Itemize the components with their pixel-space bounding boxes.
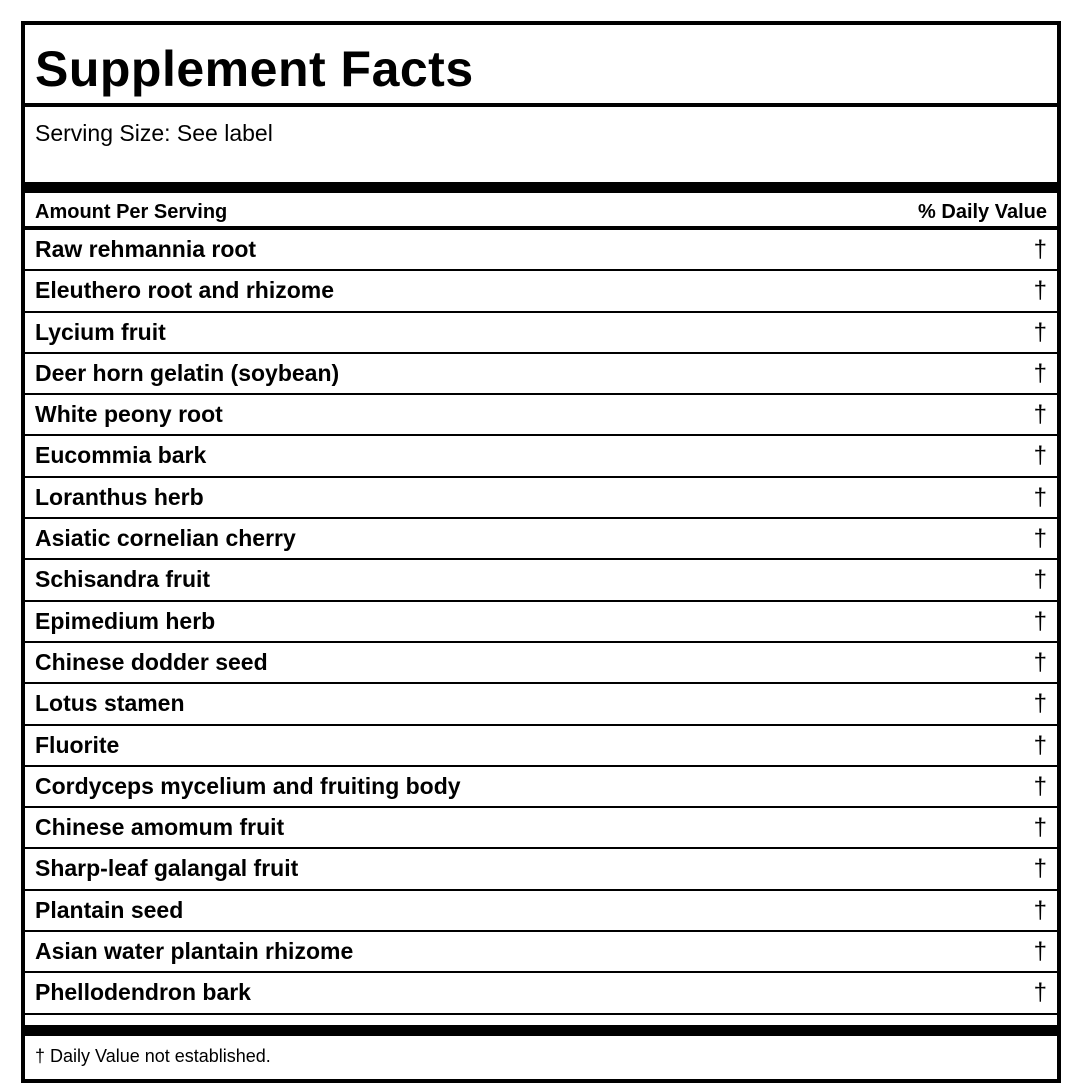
title-divider <box>25 103 1057 107</box>
ingredient-name: Sharp-leaf galangal fruit <box>35 855 299 882</box>
ingredient-name: Eleuthero root and rhizome <box>35 277 335 304</box>
ingredient-name: Loranthus herb <box>35 483 204 510</box>
daily-value-dagger: † <box>1033 359 1047 387</box>
ingredient-row <box>25 436 1057 477</box>
ingredient-row <box>25 932 1057 973</box>
daily-value-dagger: † <box>1033 855 1047 883</box>
ingredient-row <box>25 313 1057 354</box>
ingredient-row <box>25 684 1057 725</box>
ingredient-row <box>25 354 1057 395</box>
ingredient-name: Phellodendron bark <box>35 979 251 1006</box>
thick-divider-top <box>25 182 1057 193</box>
ingredient-row <box>25 478 1057 519</box>
ingredient-name: Eucommia bark <box>35 442 207 469</box>
supplement-facts-panel <box>21 21 1061 1083</box>
daily-value-dagger: † <box>1033 401 1047 429</box>
ingredient-row <box>25 726 1057 767</box>
ingredient-name: Deer horn gelatin (soybean) <box>35 359 340 386</box>
ingredient-row <box>25 271 1057 312</box>
label-title: Supplement Facts <box>35 41 474 97</box>
ingredient-row <box>25 560 1057 601</box>
daily-value-dagger: † <box>1033 318 1047 346</box>
daily-value-footnote: † Daily Value not established. <box>35 1046 271 1066</box>
ingredient-list <box>25 230 1057 1015</box>
ingredient-row <box>25 849 1057 890</box>
daily-value-dagger: † <box>1033 442 1047 470</box>
serving-size: Serving Size: See label <box>35 120 273 146</box>
ingredient-name: Lycium fruit <box>35 318 166 345</box>
ingredient-name: Plantain seed <box>35 896 184 923</box>
daily-value-dagger: † <box>1033 814 1047 842</box>
daily-value-dagger: † <box>1033 607 1047 635</box>
ingredient-row <box>25 767 1057 808</box>
ingredient-name: White peony root <box>35 401 223 428</box>
ingredient-row <box>25 891 1057 932</box>
ingredient-row <box>25 395 1057 436</box>
ingredient-name: Epimedium herb <box>35 607 216 634</box>
daily-value-dagger: † <box>1033 896 1047 924</box>
daily-value-dagger: † <box>1033 483 1047 511</box>
daily-value-dagger: † <box>1033 236 1047 263</box>
ingredient-name: Fluorite <box>35 731 120 758</box>
daily-value-dagger: † <box>1033 979 1047 1007</box>
daily-value-dagger: † <box>1033 731 1047 759</box>
daily-value-dagger: † <box>1033 938 1047 966</box>
daily-value-dagger: † <box>1033 648 1047 676</box>
ingredient-row <box>25 230 1057 271</box>
ingredient-row <box>25 602 1057 643</box>
daily-value-dagger: † <box>1033 566 1047 594</box>
ingredient-row <box>25 973 1057 1014</box>
ingredient-row <box>25 643 1057 684</box>
amount-per-serving-header: Amount Per Serving <box>35 201 228 223</box>
ingredient-name: Raw rehmannia root <box>35 236 257 262</box>
ingredient-name: Schisandra fruit <box>35 566 211 593</box>
daily-value-dagger: † <box>1033 525 1047 553</box>
ingredient-name: Asian water plantain rhizome <box>35 938 354 965</box>
ingredient-name: Lotus stamen <box>35 690 185 717</box>
daily-value-header: % Daily Value <box>918 201 1047 223</box>
thick-divider-bottom <box>25 1025 1057 1036</box>
daily-value-dagger: † <box>1033 772 1047 800</box>
ingredient-row <box>25 519 1057 560</box>
ingredient-name: Chinese amomum fruit <box>35 814 285 841</box>
ingredient-name: Chinese dodder seed <box>35 648 268 675</box>
daily-value-dagger: † <box>1033 277 1047 305</box>
daily-value-dagger: † <box>1033 690 1047 718</box>
ingredient-row <box>25 808 1057 849</box>
table-header <box>25 193 1057 230</box>
ingredient-name: Cordyceps mycelium and fruiting body <box>35 772 461 799</box>
ingredient-name: Asiatic cornelian cherry <box>35 525 296 552</box>
